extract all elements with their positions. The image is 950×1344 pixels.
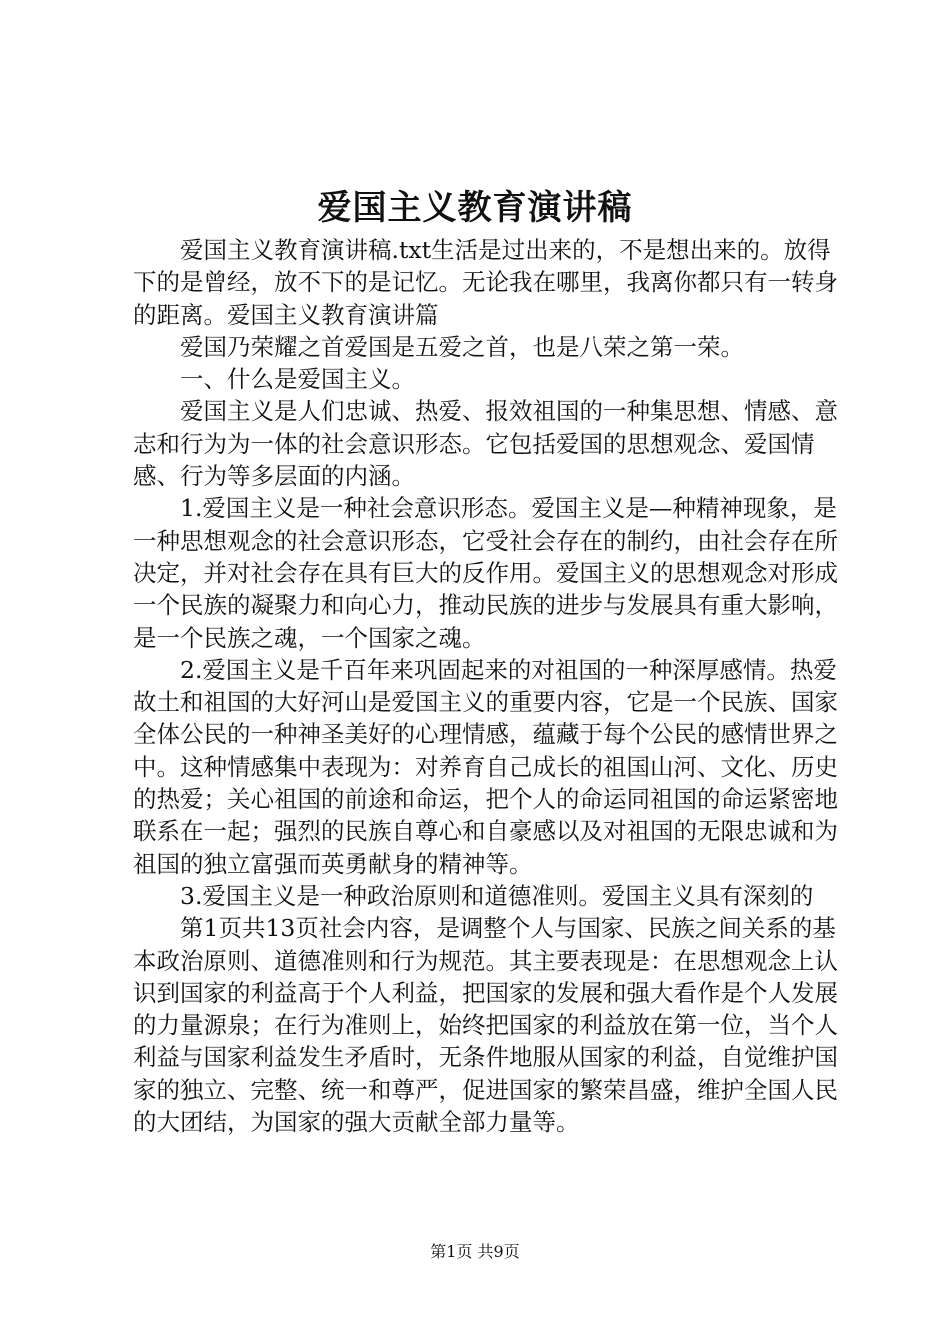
paragraph-point-2: 2.爱国主义是千百年来巩固起来的对祖国的一种深厚感情。热爱故土和祖国的大好河山是爱国主义的重要内容，它是一个民族、国家全体公民的一种神圣美好的心理情感，蕴藏于每个公民的感情世界之中。这种情感集中表现为：对养育自己成长的祖国山河、文化、历史的热爱；关心祖国的前途和命运，把个人的命运同祖国的命运紧密地联系在一起；强烈的民族自尊心和自豪感以及对祖国的无限忠诚和为祖国的独立富强而英勇献身的精神等。	[133, 655, 838, 878]
paragraph-point-3: 3.爱国主义是一种政治原则和道德准则。爱国主义具有深刻的	[180, 881, 814, 910]
document-title: 爱国主义教育演讲稿	[317, 188, 633, 228]
section-heading: 一、什么是爱国主义。	[180, 365, 415, 394]
document-body	[133, 234, 838, 1138]
paragraph-honor: 爱国乃荣耀之首爱国是五爱之首，也是八荣之第一荣。	[180, 332, 744, 361]
paragraph-point-1: 1.爱国主义是一种社会意识形态。爱国主义是—种精神现象，是一种思想观念的社会意识形态，它受社会存在的制约，由社会存在所决定，并对社会存在具有巨大的反作用。爱国主义的思想观念对形成一个民族的凝聚力和向心力，推动民族的进步与发展具有重大影响，是一个民族之魂，一个国家之魂。	[133, 494, 838, 652]
paragraph-definition: 爱国主义是人们忠诚、热爱、报效祖国的一种集思想、情感、意志和行为为一体的社会意识形态。它包括爱国的思想观念、爱国情感、行为等多层面的内涵。	[133, 397, 838, 491]
paragraph-continuation: 第1页共13页社会内容，是调整个人与国家、民族之间关系的基本政治原则、道德准则和行为规范。其主要表现是：在思想观念上认识到国家的利益高于个人利益，把国家的发展和强大看作是个人发展的力量源泉；在行为准则上，始终把国家的利益放在第一位，当个人利益与国家利益发生矛盾时，无条件地服从国家的利益，自觉维护国家的独立、完整、统一和尊严，促进国家的繁荣昌盛，维护全国人民的大团结，为国家的强大贡献全部力量等。	[133, 914, 838, 1137]
page-indicator: 第1页 共9页	[430, 1242, 520, 1261]
paragraph-intro: 爱国主义教育演讲稿.txt生活是过出来的，不是想出来的。放得下的是曾经，放不下的是记忆。无论我在哪里，我离你都只有一转身的距离。爱国主义教育演讲篇	[133, 236, 838, 329]
